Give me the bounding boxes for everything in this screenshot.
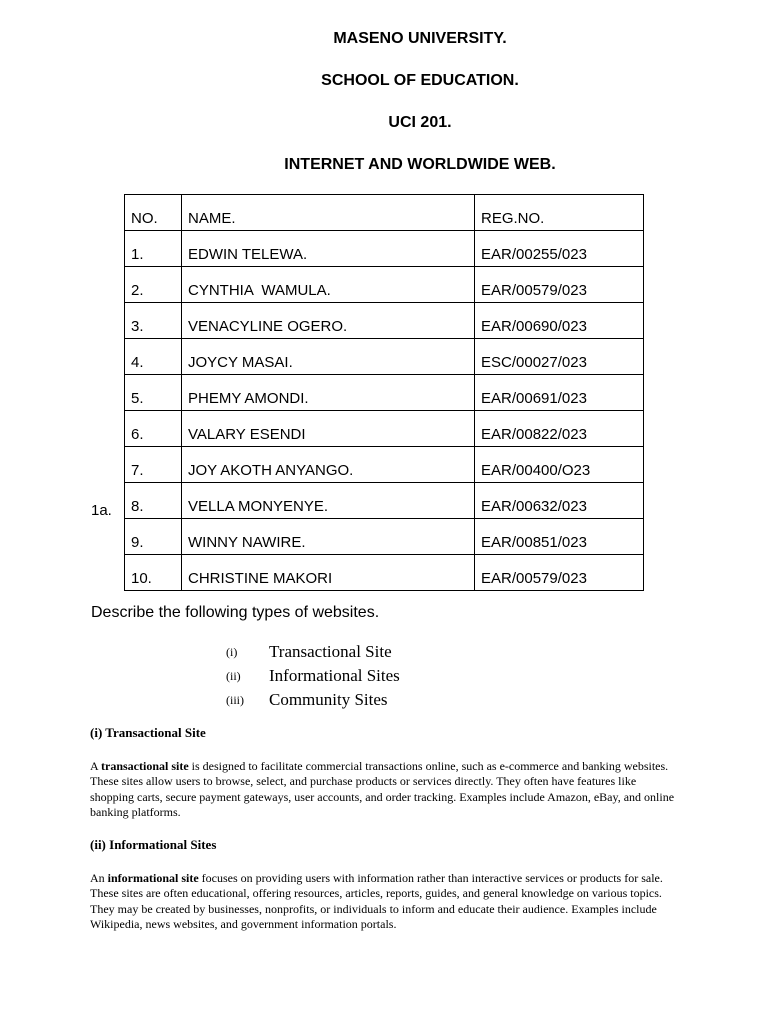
table-row <box>125 519 644 555</box>
list-item-label: Informational Sites <box>269 666 400 685</box>
table-row <box>125 339 644 375</box>
row-reg-no: EAR/00691/023 <box>475 375 644 411</box>
list-item-number: (i) <box>226 644 238 659</box>
list-item <box>226 640 400 664</box>
paragraph-term: transactional site <box>101 759 189 773</box>
section-paragraph-transactional <box>90 759 680 820</box>
row-number: 9. <box>125 519 182 555</box>
row-reg-no: EAR/00255/023 <box>475 231 644 267</box>
section-heading-informational: (ii) Informational Sites <box>90 837 217 852</box>
row-reg-no: EAR/00851/023 <box>475 519 644 555</box>
row-reg-no: EAR/00822/023 <box>475 411 644 447</box>
table-row <box>125 303 644 339</box>
row-reg-no: EAR/00579/023 <box>475 267 644 303</box>
school-title: SCHOOL OF EDUCATION. <box>321 72 519 89</box>
paragraph-term: informational site <box>107 871 199 885</box>
list-item-number: (iii) <box>226 692 244 707</box>
row-number: 6. <box>125 411 182 447</box>
row-number: 4. <box>125 339 182 375</box>
row-name: CHRISTINE MAKORI <box>182 555 475 591</box>
row-name: WINNY NAWIRE. <box>182 519 475 555</box>
list-item <box>226 664 400 688</box>
student-table <box>124 194 644 591</box>
paragraph-body: is designed to facilitate commercial transactions online, such as e-commerce and banking websites. These sites allow users to browse, select, and purchase products or services directly. They often have features like shopping carts, secure payment gateways, user accounts, and order tracking. Examples include Amazon, eBay, and online banking platforms. <box>90 759 675 819</box>
row-reg-no: EAR/00400/O23 <box>475 447 644 483</box>
row-number: 2. <box>125 267 182 303</box>
row-number: 3. <box>125 303 182 339</box>
header-reg-no: REG.NO. <box>475 195 644 231</box>
row-number: 7. <box>125 447 182 483</box>
course-title: INTERNET AND WORLDWIDE WEB. <box>284 156 556 173</box>
header-no: NO. <box>125 195 182 231</box>
row-name: VALARY ESENDI <box>182 411 475 447</box>
website-types-list <box>226 640 400 712</box>
row-number: 10. <box>125 555 182 591</box>
list-item-label: Transactional Site <box>269 642 392 661</box>
row-number: 1. <box>125 231 182 267</box>
section-paragraph-informational <box>90 871 680 932</box>
row-reg-no: EAR/00632/023 <box>475 483 644 519</box>
paragraph-body: focuses on providing users with information rather than interactive services or products for sale. These sites are often educational, offering resources, articles, reports, guides, and general knowledge on various topics. They may be created by businesses, nonprofits, or individuals to inform and educate their audience. Examples include Wikipedia, news websites, and government information portals. <box>90 871 663 931</box>
paragraph-lead: A <box>90 759 102 773</box>
row-name: JOYCY MASAI. <box>182 339 475 375</box>
row-name: JOY AKOTH ANYANGO. <box>182 447 475 483</box>
list-item <box>226 688 400 712</box>
table-row <box>125 231 644 267</box>
row-name: CYNTHIA WAMULA. <box>182 267 475 303</box>
question-number: 1a. <box>91 502 112 519</box>
table-header-row <box>125 195 644 231</box>
row-name: PHEMY AMONDI. <box>182 375 475 411</box>
table-row <box>125 267 644 303</box>
list-item-label: Community Sites <box>269 690 388 709</box>
paragraph-lead: An <box>90 871 108 885</box>
row-reg-no: EAR/00579/023 <box>475 555 644 591</box>
row-name: VENACYLINE OGERO. <box>182 303 475 339</box>
table-row <box>125 375 644 411</box>
row-name: VELLA MONYENYE. <box>182 483 475 519</box>
row-number: 5. <box>125 375 182 411</box>
header-name: NAME. <box>182 195 475 231</box>
list-item-number: (ii) <box>226 668 241 683</box>
table-row <box>125 483 644 519</box>
university-title: MASENO UNIVERSITY. <box>333 30 507 47</box>
question-text: Describe the following types of websites. <box>91 604 380 621</box>
row-number: 8. <box>125 483 182 519</box>
section-heading-transactional: (i) Transactional Site <box>90 725 206 740</box>
row-reg-no: ESC/00027/023 <box>475 339 644 375</box>
table-row <box>125 555 644 591</box>
table-row <box>125 447 644 483</box>
course-code: UCI 201. <box>388 114 452 131</box>
row-reg-no: EAR/00690/023 <box>475 303 644 339</box>
table-row <box>125 411 644 447</box>
row-name: EDWIN TELEWA. <box>182 231 475 267</box>
